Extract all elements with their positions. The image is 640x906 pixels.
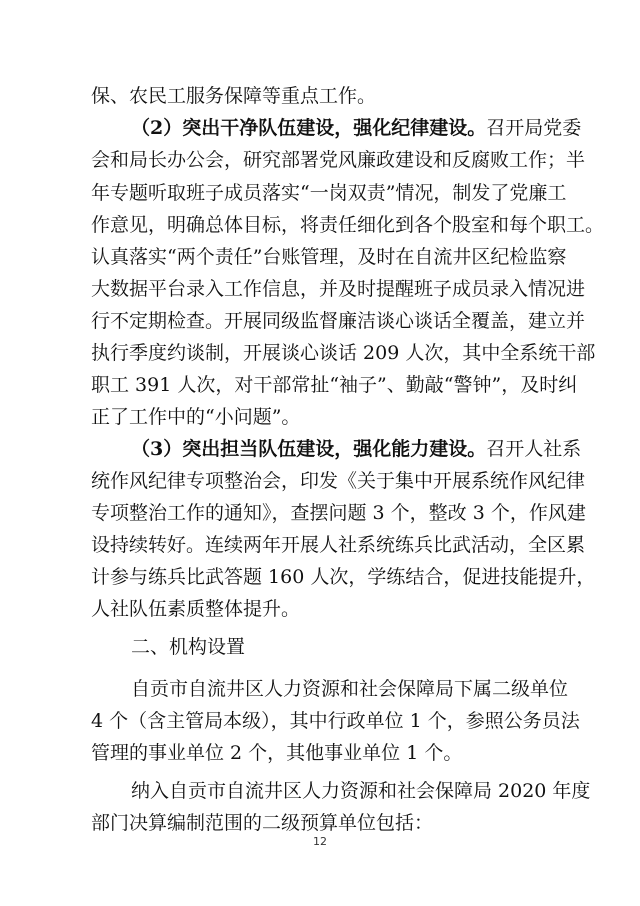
paragraph-4-line-1: 自贡市自流井区人力资源和社会保障局下属二级单位 (131, 678, 569, 700)
paragraph-2-line-5: 认真落实“两个责任”台账管理，及时在自流井区纪检监察 (91, 246, 567, 268)
paragraph-2-line-10: 正了工作中的“小问题”。 (91, 406, 301, 428)
paragraph-4-line-3: 管理的事业单位 2 个，其他事业单位 1 个。 (91, 742, 463, 764)
paragraph-2-line-9: 职工 391 人次，对干部常扯“袖子”、勤敲“警钟”，及时纠 (91, 374, 578, 396)
paragraph-2-line-1: 召开局党委 (486, 117, 582, 139)
paragraph-5-line-2: 部门决算编制范围的二级预算单位包括： (91, 812, 434, 834)
paragraph-2-line-3: 年专题听取班子成员落实“一岗双责”情况，制发了党廉工 (91, 182, 567, 204)
paragraph-3-line-1: 召开人社系 (486, 438, 582, 460)
page-number: 12 (313, 835, 327, 848)
paragraph-5-line-1: 纳入自贡市自流井区人力资源和社会保障局 2020 年度 (131, 780, 591, 802)
paragraph-3-line-6: 人社队伍素质整体提升。 (91, 598, 301, 620)
paragraph-4-line-2: 4 个（含主管局本级），其中行政单位 1 个，参照公务员法 (91, 710, 580, 732)
paragraph-2-first-line (131, 116, 581, 140)
paragraph-2-line-7: 行不定期检查。开展同级监督廉洁谈心谈话全覆盖，建立并 (91, 310, 586, 332)
paragraph-3-line-3: 专项整治工作的通知》，查摆问题 3 个，整改 3 个，作风建 (91, 502, 586, 524)
paragraph-2-line-2: 会和局长办公会，研究部署党风廉政建设和反腐败工作；半 (91, 149, 586, 171)
paragraph-3-line-4: 设持续转好。连续两年开展人社系统练兵比武活动，全区累 (91, 534, 586, 556)
paragraph-1-line-1: 保、农民工服务保障等重点工作。 (91, 85, 377, 107)
paragraph-3-line-5: 计参与练兵比武答题 160 人次，学练结合，促进技能提升， (91, 566, 596, 588)
paragraph-3-heading: （3）突出担当队伍建设，强化能力建设。 (131, 438, 487, 460)
paragraph-2-line-4: 作意见，明确总体目标，将责任细化到各个股室和每个职工。 (91, 214, 605, 236)
paragraph-2-heading: （2）突出干净队伍建设，强化纪律建设。 (131, 117, 487, 139)
paragraph-3-line-2: 统作风纪律专项整治会，印发《关于集中开展系统作风纪律 (91, 470, 586, 492)
paragraph-2-line-6: 大数据平台录入工作信息，并及时提醒班子成员录入情况进 (91, 278, 586, 300)
paragraph-3-first-line (131, 437, 581, 461)
section-heading: 二、机构设置 (131, 636, 246, 658)
paragraph-2-line-8: 执行季度约谈制，开展谈心谈话 209 人次，其中全系统干部 (91, 342, 596, 364)
